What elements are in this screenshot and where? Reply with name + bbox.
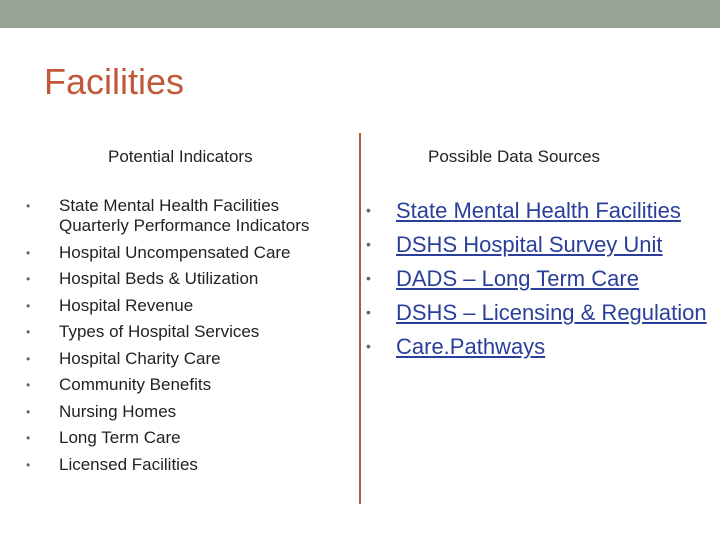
- possible-data-sources-heading: Possible Data Sources: [428, 147, 600, 166]
- list-item-label: Community Benefits: [59, 375, 212, 394]
- bullet-dot-icon: •: [26, 325, 31, 339]
- column-divider: [359, 133, 361, 504]
- list-item-label: Hospital Charity Care: [59, 348, 221, 368]
- list-item: [22, 349, 342, 369]
- list-item: [22, 455, 342, 475]
- possible-data-sources-list: [362, 196, 712, 366]
- list-item-label: Nursing Homes: [59, 401, 177, 421]
- list-item: [362, 264, 712, 293]
- list-item: [22, 296, 342, 316]
- slide-title: Facilities: [44, 61, 185, 102]
- bullet-dot-icon: •: [26, 245, 31, 260]
- bullet-dot-icon: •: [366, 202, 371, 218]
- list-item: [362, 196, 712, 225]
- bullet-dot-icon: •: [366, 338, 371, 354]
- bullet-dot-icon: •: [26, 351, 31, 366]
- data-source-link[interactable]: DADS – Long Term Care: [396, 266, 639, 291]
- list-item-label: Hospital Beds & Utilization: [59, 269, 259, 288]
- list-item-label: Hospital Uncompensated Care: [59, 242, 291, 262]
- list-item: [22, 375, 342, 395]
- bullet-dot-icon: •: [26, 272, 31, 286]
- list-item: [22, 402, 342, 422]
- list-item: [22, 196, 342, 236]
- list-item-label: Types of Hospital Services: [59, 322, 260, 341]
- list-item-label: Licensed Facilities: [59, 454, 198, 474]
- top-decorative-band: [0, 0, 720, 28]
- potential-indicators-heading: Potential Indicators: [108, 147, 253, 166]
- bullet-dot-icon: •: [26, 298, 31, 313]
- data-source-link[interactable]: Care.Pathways: [396, 334, 546, 359]
- bullet-dot-icon: •: [366, 304, 371, 320]
- data-source-link[interactable]: DSHS – Licensing & Regulation: [396, 300, 707, 325]
- data-source-link[interactable]: DSHS Hospital Survey Unit: [396, 232, 663, 257]
- bullet-dot-icon: •: [26, 378, 31, 392]
- bullet-dot-icon: •: [366, 270, 371, 286]
- list-item-label: Long Term Care: [59, 428, 181, 447]
- list-item: [22, 269, 342, 289]
- bullet-dot-icon: •: [26, 431, 31, 445]
- list-item: [362, 230, 712, 259]
- list-item: [362, 332, 712, 361]
- list-item-label: Hospital Revenue: [59, 295, 194, 315]
- list-item: [22, 243, 342, 263]
- data-source-link[interactable]: State Mental Health Facilities: [396, 198, 681, 223]
- potential-indicators-list: [22, 196, 342, 481]
- list-item-label: State Mental Health Facilities Quarterly Performance Indicators: [59, 196, 310, 235]
- list-item: [362, 298, 712, 327]
- list-item: [22, 428, 342, 448]
- bullet-dot-icon: •: [26, 404, 31, 419]
- bullet-dot-icon: •: [366, 236, 371, 252]
- list-item: [22, 322, 342, 342]
- bullet-dot-icon: •: [26, 457, 31, 472]
- bullet-dot-icon: •: [26, 199, 31, 213]
